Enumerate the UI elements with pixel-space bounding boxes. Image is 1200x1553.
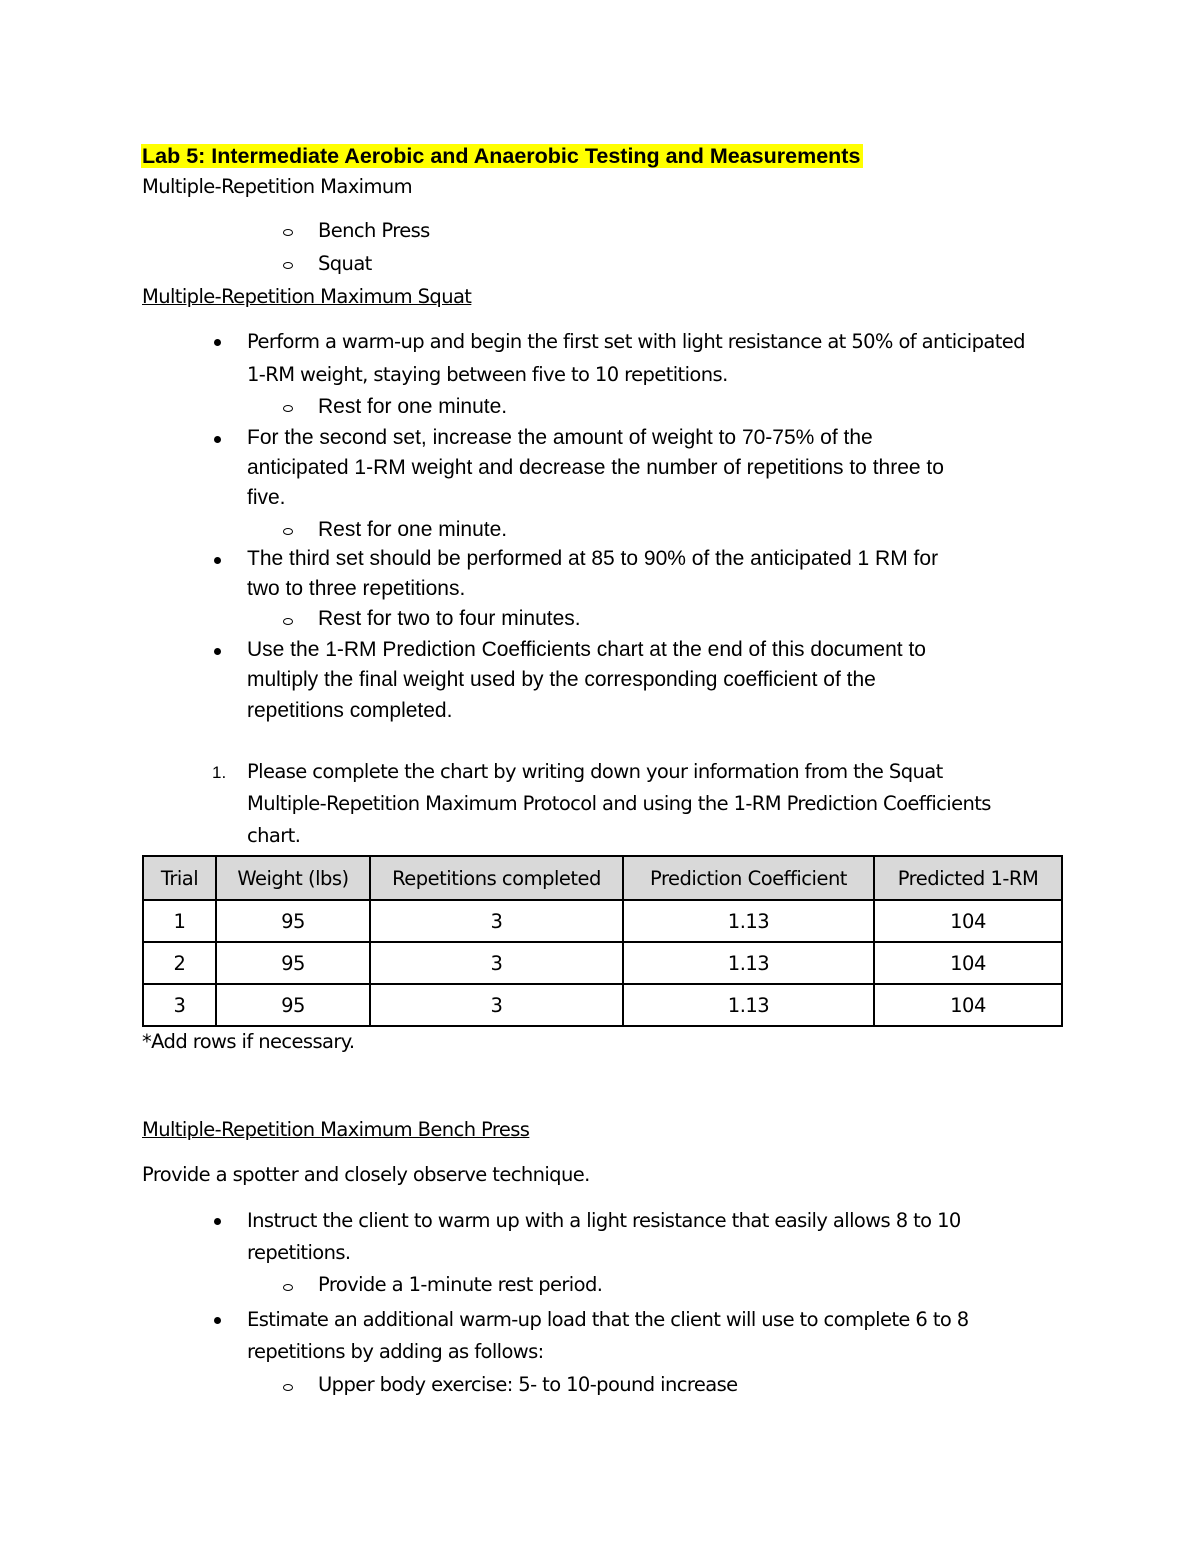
hollow-bullet-icon <box>283 1384 293 1391</box>
hollow-bullet-icon <box>283 229 293 236</box>
cell-coefficient: 1.13 <box>623 984 874 1026</box>
cell-trial: 3 <box>143 984 216 1026</box>
hollow-bullet-icon <box>283 528 293 535</box>
cell-coefficient: 1.13 <box>623 942 874 984</box>
squat-results-table <box>142 855 1063 1027</box>
cell-repetitions: 3 <box>370 900 623 942</box>
question-line-3: chart. <box>247 824 301 847</box>
header-weight: Weight (lbs) <box>216 856 370 900</box>
squat-step-2-line-1: For the second set, increase the amount of weight to 70-75% of the <box>247 426 873 449</box>
document-title-line <box>141 142 863 171</box>
bullet-icon <box>214 339 221 346</box>
cell-predicted: 104 <box>874 900 1062 942</box>
hollow-bullet-icon <box>283 262 293 269</box>
cell-weight: 95 <box>216 984 370 1026</box>
subtitle-item-squat: Squat <box>318 252 372 275</box>
question-line-1: Please complete the chart by writing down your information from the Squat <box>247 760 943 783</box>
hollow-bullet-icon <box>283 618 293 625</box>
cell-repetitions: 3 <box>370 942 623 984</box>
bench-step-1-line-1: Instruct the client to warm up with a light resistance that easily allows 8 to 10 <box>247 1209 961 1232</box>
bullet-icon <box>214 557 221 564</box>
squat-step-1-line-2: 1-RM weight, staying between five to 10 repetitions. <box>247 363 728 386</box>
cell-trial: 2 <box>143 942 216 984</box>
bench-step-2-sub: Upper body exercise: 5- to 10-pound increase <box>318 1373 738 1396</box>
table-row <box>143 900 1062 942</box>
document-title: Lab 5: Intermediate Aerobic and Anaerobic Testing and Measurements <box>141 144 863 168</box>
squat-step-3-line-2: two to three repetitions. <box>247 577 466 600</box>
cell-repetitions: 3 <box>370 984 623 1026</box>
bench-step-2-line-1: Estimate an additional warm-up load that the client will use to complete 6 to 8 <box>247 1308 969 1331</box>
cell-predicted: 104 <box>874 984 1062 1026</box>
header-repetitions: Repetitions completed <box>370 856 623 900</box>
squat-step-4-line-3: repetitions completed. <box>247 699 453 722</box>
squat-step-3-rest: Rest for two to four minutes. <box>318 607 581 630</box>
bullet-icon <box>214 1218 221 1225</box>
header-predicted-1rm: Predicted 1-RM <box>874 856 1062 900</box>
hollow-bullet-icon <box>283 405 293 412</box>
bullet-icon <box>214 648 221 655</box>
squat-step-1-line-1: Perform a warm-up and begin the first set with light resistance at 50% of anticipated <box>247 330 1025 353</box>
table-row <box>143 984 1062 1026</box>
hollow-bullet-icon <box>283 1284 293 1291</box>
cell-weight: 95 <box>216 900 370 942</box>
section-subtitle: Multiple-Repetition Maximum <box>142 175 413 198</box>
table-note: *Add rows if necessary. <box>142 1030 355 1053</box>
header-prediction-coefficient: Prediction Coefficient <box>623 856 874 900</box>
subtitle-item-bench-press: Bench Press <box>318 219 430 242</box>
cell-trial: 1 <box>143 900 216 942</box>
cell-predicted: 104 <box>874 942 1062 984</box>
table-row <box>143 942 1062 984</box>
bench-step-1-rest: Provide a 1-minute rest period. <box>318 1273 603 1296</box>
header-trial: Trial <box>143 856 216 900</box>
squat-section-heading: Multiple-Repetition Maximum Squat <box>142 285 472 308</box>
bullet-icon <box>214 436 221 443</box>
squat-step-4-line-1: Use the 1-RM Prediction Coefficients chart at the end of this document to <box>247 638 926 661</box>
bench-intro: Provide a spotter and closely observe technique. <box>142 1163 590 1186</box>
squat-step-4-line-2: multiply the final weight used by the corresponding coefficient of the <box>247 668 876 691</box>
cell-weight: 95 <box>216 942 370 984</box>
squat-step-2-line-3: five. <box>247 486 286 509</box>
bench-step-2-line-2: repetitions by adding as follows: <box>247 1340 544 1363</box>
cell-coefficient: 1.13 <box>623 900 874 942</box>
bench-step-1-line-2: repetitions. <box>247 1241 351 1264</box>
squat-step-2-rest: Rest for one minute. <box>318 518 508 541</box>
bench-section-heading: Multiple-Repetition Maximum Bench Press <box>142 1118 530 1141</box>
squat-step-2-line-2: anticipated 1-RM weight and decrease the number of repetitions to three to <box>247 456 944 479</box>
question-line-2: Multiple-Repetition Maximum Protocol and using the 1-RM Prediction Coefficients <box>247 792 991 815</box>
table-header-row <box>143 856 1062 900</box>
question-number: 1. <box>212 763 227 782</box>
bullet-icon <box>214 1317 221 1324</box>
squat-step-3-line-1: The third set should be performed at 85 to 90% of the anticipated 1 RM for <box>247 547 939 570</box>
squat-step-1-rest: Rest for one minute. <box>318 395 508 418</box>
